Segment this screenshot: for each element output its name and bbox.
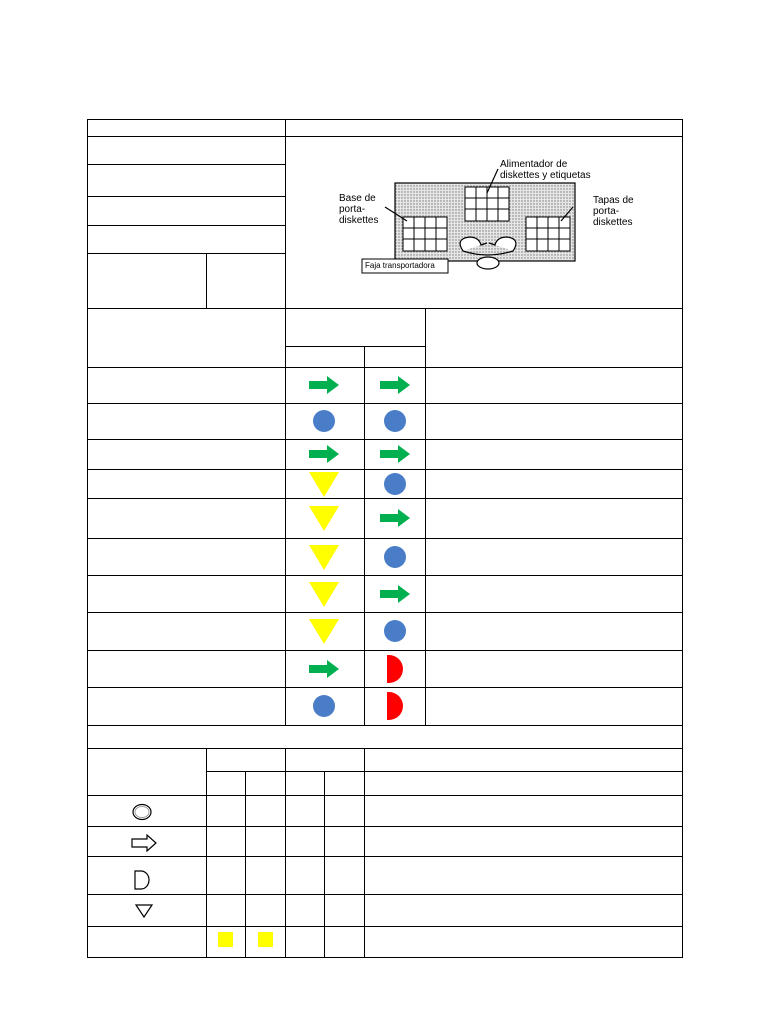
operation-outline-icon bbox=[131, 802, 153, 822]
summary-row-line bbox=[87, 826, 683, 827]
row-line bbox=[87, 650, 683, 651]
base-bin bbox=[403, 217, 447, 251]
header-row-line bbox=[87, 136, 683, 137]
summary-title-line bbox=[87, 748, 683, 749]
row-line bbox=[87, 612, 683, 613]
subheader-line bbox=[285, 346, 425, 347]
table-border-bottom bbox=[87, 957, 683, 958]
delay-icon bbox=[387, 655, 403, 683]
arrow-icon bbox=[309, 376, 339, 394]
base-label: Base de porta-diskettes bbox=[339, 193, 379, 226]
arrow-icon bbox=[380, 509, 410, 527]
covers-label: Tapas de porta-diskettes bbox=[593, 195, 634, 228]
row-line bbox=[87, 469, 683, 470]
triangle-icon bbox=[309, 619, 339, 644]
arrow-icon bbox=[380, 445, 410, 463]
info-line-2 bbox=[87, 196, 285, 197]
arrow-icon bbox=[380, 376, 410, 394]
summary-row-line bbox=[87, 926, 683, 927]
covers-bin bbox=[526, 217, 570, 251]
desc-col-divider bbox=[425, 308, 426, 725]
circle-icon bbox=[313, 410, 335, 432]
circle-icon bbox=[384, 546, 406, 568]
storage-outline-icon bbox=[134, 903, 154, 919]
info-line-3 bbox=[87, 225, 285, 226]
summary-row-line bbox=[87, 795, 683, 796]
row-line bbox=[87, 575, 683, 576]
triangle-icon bbox=[309, 545, 339, 570]
row-line bbox=[87, 538, 683, 539]
arrow-icon bbox=[309, 445, 339, 463]
delay-outline-icon bbox=[133, 869, 151, 891]
arrow-icon bbox=[380, 585, 410, 603]
workstation-diagram bbox=[335, 155, 655, 285]
delay-icon bbox=[387, 692, 403, 720]
yellow-square-marker bbox=[258, 932, 273, 947]
info-line-1 bbox=[87, 164, 285, 165]
arrow-icon bbox=[309, 660, 339, 678]
circle-icon bbox=[384, 410, 406, 432]
table-border-top bbox=[87, 119, 683, 120]
info-split bbox=[206, 253, 207, 308]
summary-subheader-line bbox=[206, 771, 683, 772]
summary-subcol-b bbox=[324, 771, 325, 958]
header-bottom-line bbox=[87, 308, 683, 309]
header-divider bbox=[285, 119, 286, 725]
row-line bbox=[87, 367, 683, 368]
summary-row-line bbox=[87, 894, 683, 895]
row-line bbox=[87, 498, 683, 499]
circle-icon bbox=[313, 695, 335, 717]
yellow-square-marker bbox=[218, 932, 233, 947]
row-line bbox=[87, 439, 683, 440]
row-line bbox=[87, 687, 683, 688]
circle-icon bbox=[384, 473, 406, 495]
triangle-icon bbox=[309, 582, 339, 607]
belt-label: Faja transportadora bbox=[365, 261, 435, 270]
row-line bbox=[87, 403, 683, 404]
row-line bbox=[87, 725, 683, 726]
feeder-label: Alimentador de diskettes y etiquetas bbox=[500, 159, 591, 181]
triangle-icon bbox=[309, 506, 339, 531]
summary-subcol-a bbox=[245, 771, 246, 958]
summary-row-line bbox=[87, 856, 683, 857]
transport-outline-icon bbox=[130, 834, 158, 852]
circle-icon bbox=[384, 620, 406, 642]
triangle-icon bbox=[309, 472, 339, 497]
info-line-4 bbox=[87, 253, 285, 254]
